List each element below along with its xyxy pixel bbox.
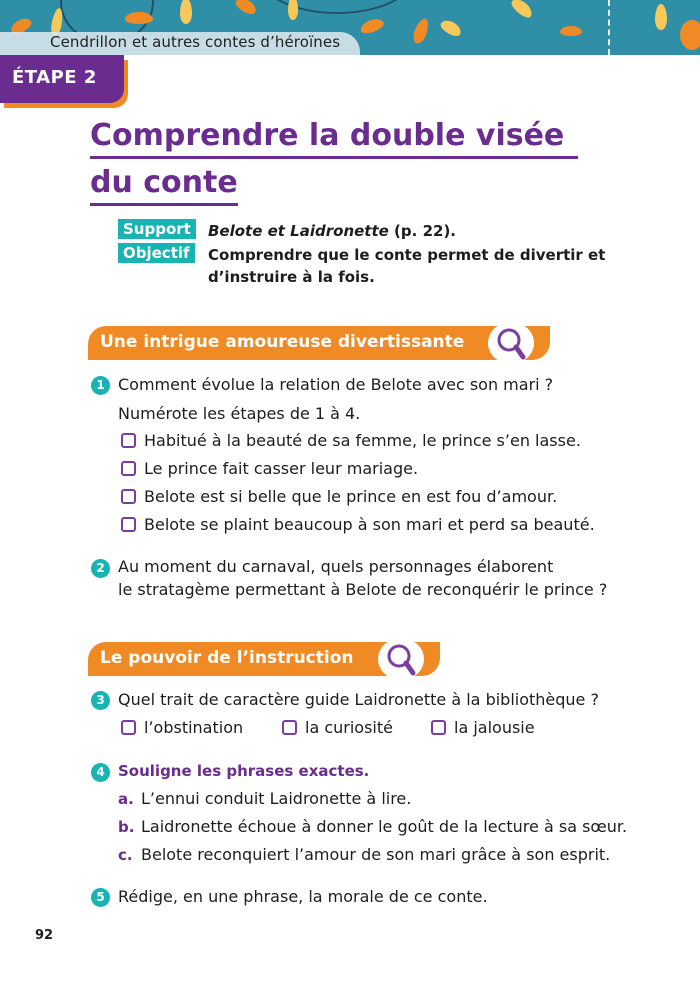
- option-text: la curiosité: [305, 718, 393, 737]
- support-row: [118, 219, 456, 240]
- step-label: ÉTAPE 2: [12, 67, 97, 88]
- sentence-item[interactable]: L’ennui conduit Laidronette à lire.: [141, 789, 412, 808]
- question-number: 2: [91, 559, 110, 578]
- question-text: Souligne les phrases exactes.: [118, 762, 370, 780]
- page-fold-line: [608, 0, 612, 55]
- magnifier-icon: [378, 638, 424, 680]
- swirl-decoration: [260, 0, 414, 14]
- section-title: Une intrigue amoureuse divertissante: [100, 332, 465, 352]
- checkbox[interactable]: [121, 489, 136, 504]
- question-number: 4: [91, 763, 110, 782]
- section-title: Le pouvoir de l’instruction: [100, 648, 354, 668]
- page-number: 92: [35, 928, 54, 943]
- option-text: l’obstination: [144, 718, 244, 737]
- question-text: le stratagème permettant à Belote de reconquérir le prince ?: [118, 580, 608, 599]
- page-title: [90, 113, 580, 206]
- objectif-text: Comprendre que le conte permet de divertir et d’instruire à la fois.: [208, 246, 606, 286]
- leaf-decoration: [288, 0, 298, 20]
- option-text: Belote se plaint beaucoup à son mari et perd sa beauté.: [144, 515, 595, 534]
- character-decoration: [680, 20, 700, 50]
- question-number: 5: [91, 888, 110, 907]
- checkbox[interactable]: [121, 517, 136, 532]
- question-text: Quel trait de caractère guide Laidronette à la bibliothèque ?: [118, 690, 599, 709]
- support-title: Belote et Laidronette: [208, 222, 389, 240]
- item-letter: a.: [118, 790, 134, 808]
- option-text: Belote est si belle que le prince en est fou d’amour.: [144, 487, 558, 506]
- leaf-decoration: [125, 12, 153, 24]
- option-text: Le prince fait casser leur mariage.: [144, 459, 419, 478]
- leaf-decoration: [560, 26, 582, 36]
- question-text: Rédige, en une phrase, la morale de ce conte.: [118, 887, 488, 906]
- question-subtext: Numérote les étapes de 1 à 4.: [118, 404, 361, 423]
- page-title-line1: Comprendre la double visée: [90, 116, 578, 159]
- page-title-line2: du conte: [90, 163, 238, 206]
- section-header-2: [88, 642, 440, 676]
- leaf-decoration: [180, 0, 192, 24]
- leaf-decoration: [655, 4, 667, 30]
- option-text: Habitué à la beauté de sa femme, le prince s’en lasse.: [144, 431, 581, 450]
- item-letter: b.: [118, 818, 135, 836]
- question-text: Au moment du carnaval, quels personnages élaborent: [118, 557, 554, 576]
- step-badge: [0, 55, 124, 103]
- sentence-item[interactable]: Laidronette échoue à donner le goût de la lecture à sa sœur.: [141, 817, 628, 836]
- leaf-decoration: [411, 17, 431, 46]
- leaf-decoration: [438, 17, 463, 38]
- objectif-tag: Objectif: [118, 243, 195, 263]
- support-ref: (p. 22).: [388, 222, 456, 240]
- option-text: la jalousie: [454, 718, 535, 737]
- book-title: Cendrillon et autres contes d’héroïnes: [50, 33, 341, 51]
- leaf-decoration: [359, 16, 386, 35]
- support-tag: Support: [118, 219, 196, 239]
- question-number: 3: [91, 691, 110, 710]
- question-text: Comment évolue la relation de Belote avec son mari ?: [118, 375, 554, 394]
- sentence-item[interactable]: Belote reconquiert l’amour de son mari grâce à son esprit.: [141, 845, 611, 864]
- checkbox[interactable]: [121, 433, 136, 448]
- checkbox[interactable]: [121, 461, 136, 476]
- item-letter: c.: [118, 846, 133, 864]
- section-header-1: [88, 326, 550, 360]
- question-number: 1: [91, 376, 110, 395]
- checkbox[interactable]: [431, 720, 446, 735]
- magnifier-icon: [488, 322, 534, 364]
- checkbox[interactable]: [121, 720, 136, 735]
- leaf-decoration: [509, 0, 535, 20]
- leaf-decoration: [233, 0, 258, 17]
- checkbox[interactable]: [282, 720, 297, 735]
- objectif-row: [118, 243, 606, 286]
